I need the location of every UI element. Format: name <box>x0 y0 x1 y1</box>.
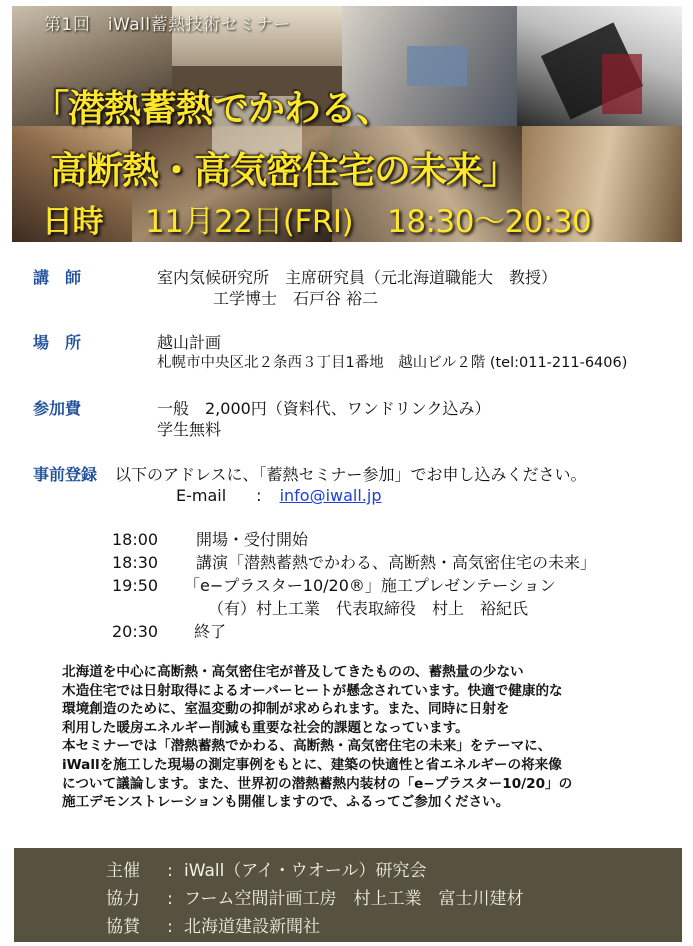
description-line: 木造住宅では日射取得によるオーバーヒートが懸念されています。快適で健康的な <box>62 682 563 699</box>
interior-photo <box>602 54 642 114</box>
venue-address: 札幌市中央区北２条西３丁目1番地 越山ビル２階 (tel:011-211-6406) <box>157 355 628 371</box>
email-separator: : <box>256 486 262 505</box>
venue-name: 越山計画 <box>157 333 222 352</box>
cooperation-names: フーム空間計画工房 村上工業 富士川建材 <box>184 889 524 909</box>
schedule-item <box>112 550 596 573</box>
registration-section <box>33 462 587 485</box>
schedule-text: 「e−プラスター10/20®」施工プレゼンテーション <box>184 576 556 595</box>
lecturer-value <box>157 267 677 309</box>
schedule-item <box>112 573 556 596</box>
page-title-line2: 高断熱・高気密住宅の未来」 <box>50 149 518 192</box>
footer-separator: : <box>167 861 173 881</box>
fee-student: 学生無料 <box>157 420 222 439</box>
date-label: 日時 <box>42 204 103 240</box>
description-line: 利用した暖房エネルギー削減も重要な社会的課題となっています。 <box>62 719 469 736</box>
event-date: 11月22日(FRI) <box>145 204 354 240</box>
registration-label: 事前登録 <box>33 465 98 484</box>
schedule-text: 開場・受付開始 <box>196 530 309 549</box>
fee-general: 一般 2,000円（資料代、ワンドリンク込み） <box>157 399 491 418</box>
footer-separator: : <box>167 889 173 909</box>
schedule-text: 終了 <box>194 622 227 641</box>
sponsor-label: 協賛 <box>106 917 140 937</box>
schedule-item <box>112 527 308 550</box>
seminar-description <box>62 663 662 812</box>
page-title-line1: 「潜熱蓄熱でかわる、 <box>32 87 392 130</box>
cooperation-label: 協力 <box>106 889 140 909</box>
host-label: 主催 <box>106 861 140 881</box>
venue-value <box>157 332 687 374</box>
sponsor-name: 北海道建設新聞社 <box>184 917 320 937</box>
host-name: iWall（アイ・ウオール）研究会 <box>184 861 427 881</box>
event-datetime <box>42 196 591 241</box>
schedule-time: 18:30 <box>112 553 159 572</box>
schedule-time: 19:50 <box>112 576 159 595</box>
fee-label: 参加費 <box>33 399 82 418</box>
description-line: 北海道を中心に高断熱・高気密住宅が普及してきたものの、蓄熱量の少ない <box>62 664 524 680</box>
header-banner <box>12 6 682 242</box>
schedule-item <box>112 619 226 642</box>
registration-text: 以下のアドレスに、「蓄熱セミナー参加」でお申し込みください。 <box>115 465 587 484</box>
fee-value <box>157 398 677 440</box>
description-line: 本セミナーでは「潜熱蓄熱でかわる、高断熱・高気密住宅の未来」をテーマに、 <box>62 738 552 755</box>
email-label: E-mail <box>176 486 227 505</box>
interior-photo <box>407 46 467 86</box>
description-line: 施工デモンストレーションも開催しますので、ふるってご参加ください。 <box>62 794 510 811</box>
schedule-item <box>208 596 528 619</box>
host-row <box>106 856 426 881</box>
description-line: iWallを施工した現場の測定事例をもとに、建築の快適性と省エネルギーの将来像 <box>62 756 562 773</box>
event-time: 18:30〜20:30 <box>387 204 592 240</box>
organizers-footer <box>14 848 682 942</box>
email-link[interactable]: info@iwall.jp <box>279 486 382 505</box>
footer-separator: : <box>167 917 173 937</box>
schedule-text: 講演「潜熱蓄熱でかわる、高断熱・高気密住宅の未来」 <box>196 553 597 572</box>
schedule-time: 18:00 <box>112 530 159 549</box>
sponsor-row <box>106 912 320 937</box>
cooperation-row <box>106 884 524 909</box>
venue-label: 場 所 <box>33 333 82 352</box>
description-line: について議論します。また、世界初の潜熱蓄熱内装材の「e−プラスター10/20」の <box>62 775 573 792</box>
seminar-series-label: 第1回 iWall蓄熱技術セミナー <box>44 15 291 35</box>
lecturer-affiliation: 室内気候研究所 主席研究員（元北海道職能大 教授） <box>157 268 558 287</box>
schedule-text: （有）村上工業 代表取締役 村上 裕紀氏 <box>208 599 529 618</box>
lecturer-name: 工学博士 石戸谷 裕二 <box>213 289 379 308</box>
description-line: 環境創造のために、室温変動の抑制が求められます。また、同時に日射を <box>62 701 510 718</box>
email-row <box>176 486 381 505</box>
schedule-time: 20:30 <box>112 622 159 641</box>
lecturer-label: 講 師 <box>33 268 82 287</box>
